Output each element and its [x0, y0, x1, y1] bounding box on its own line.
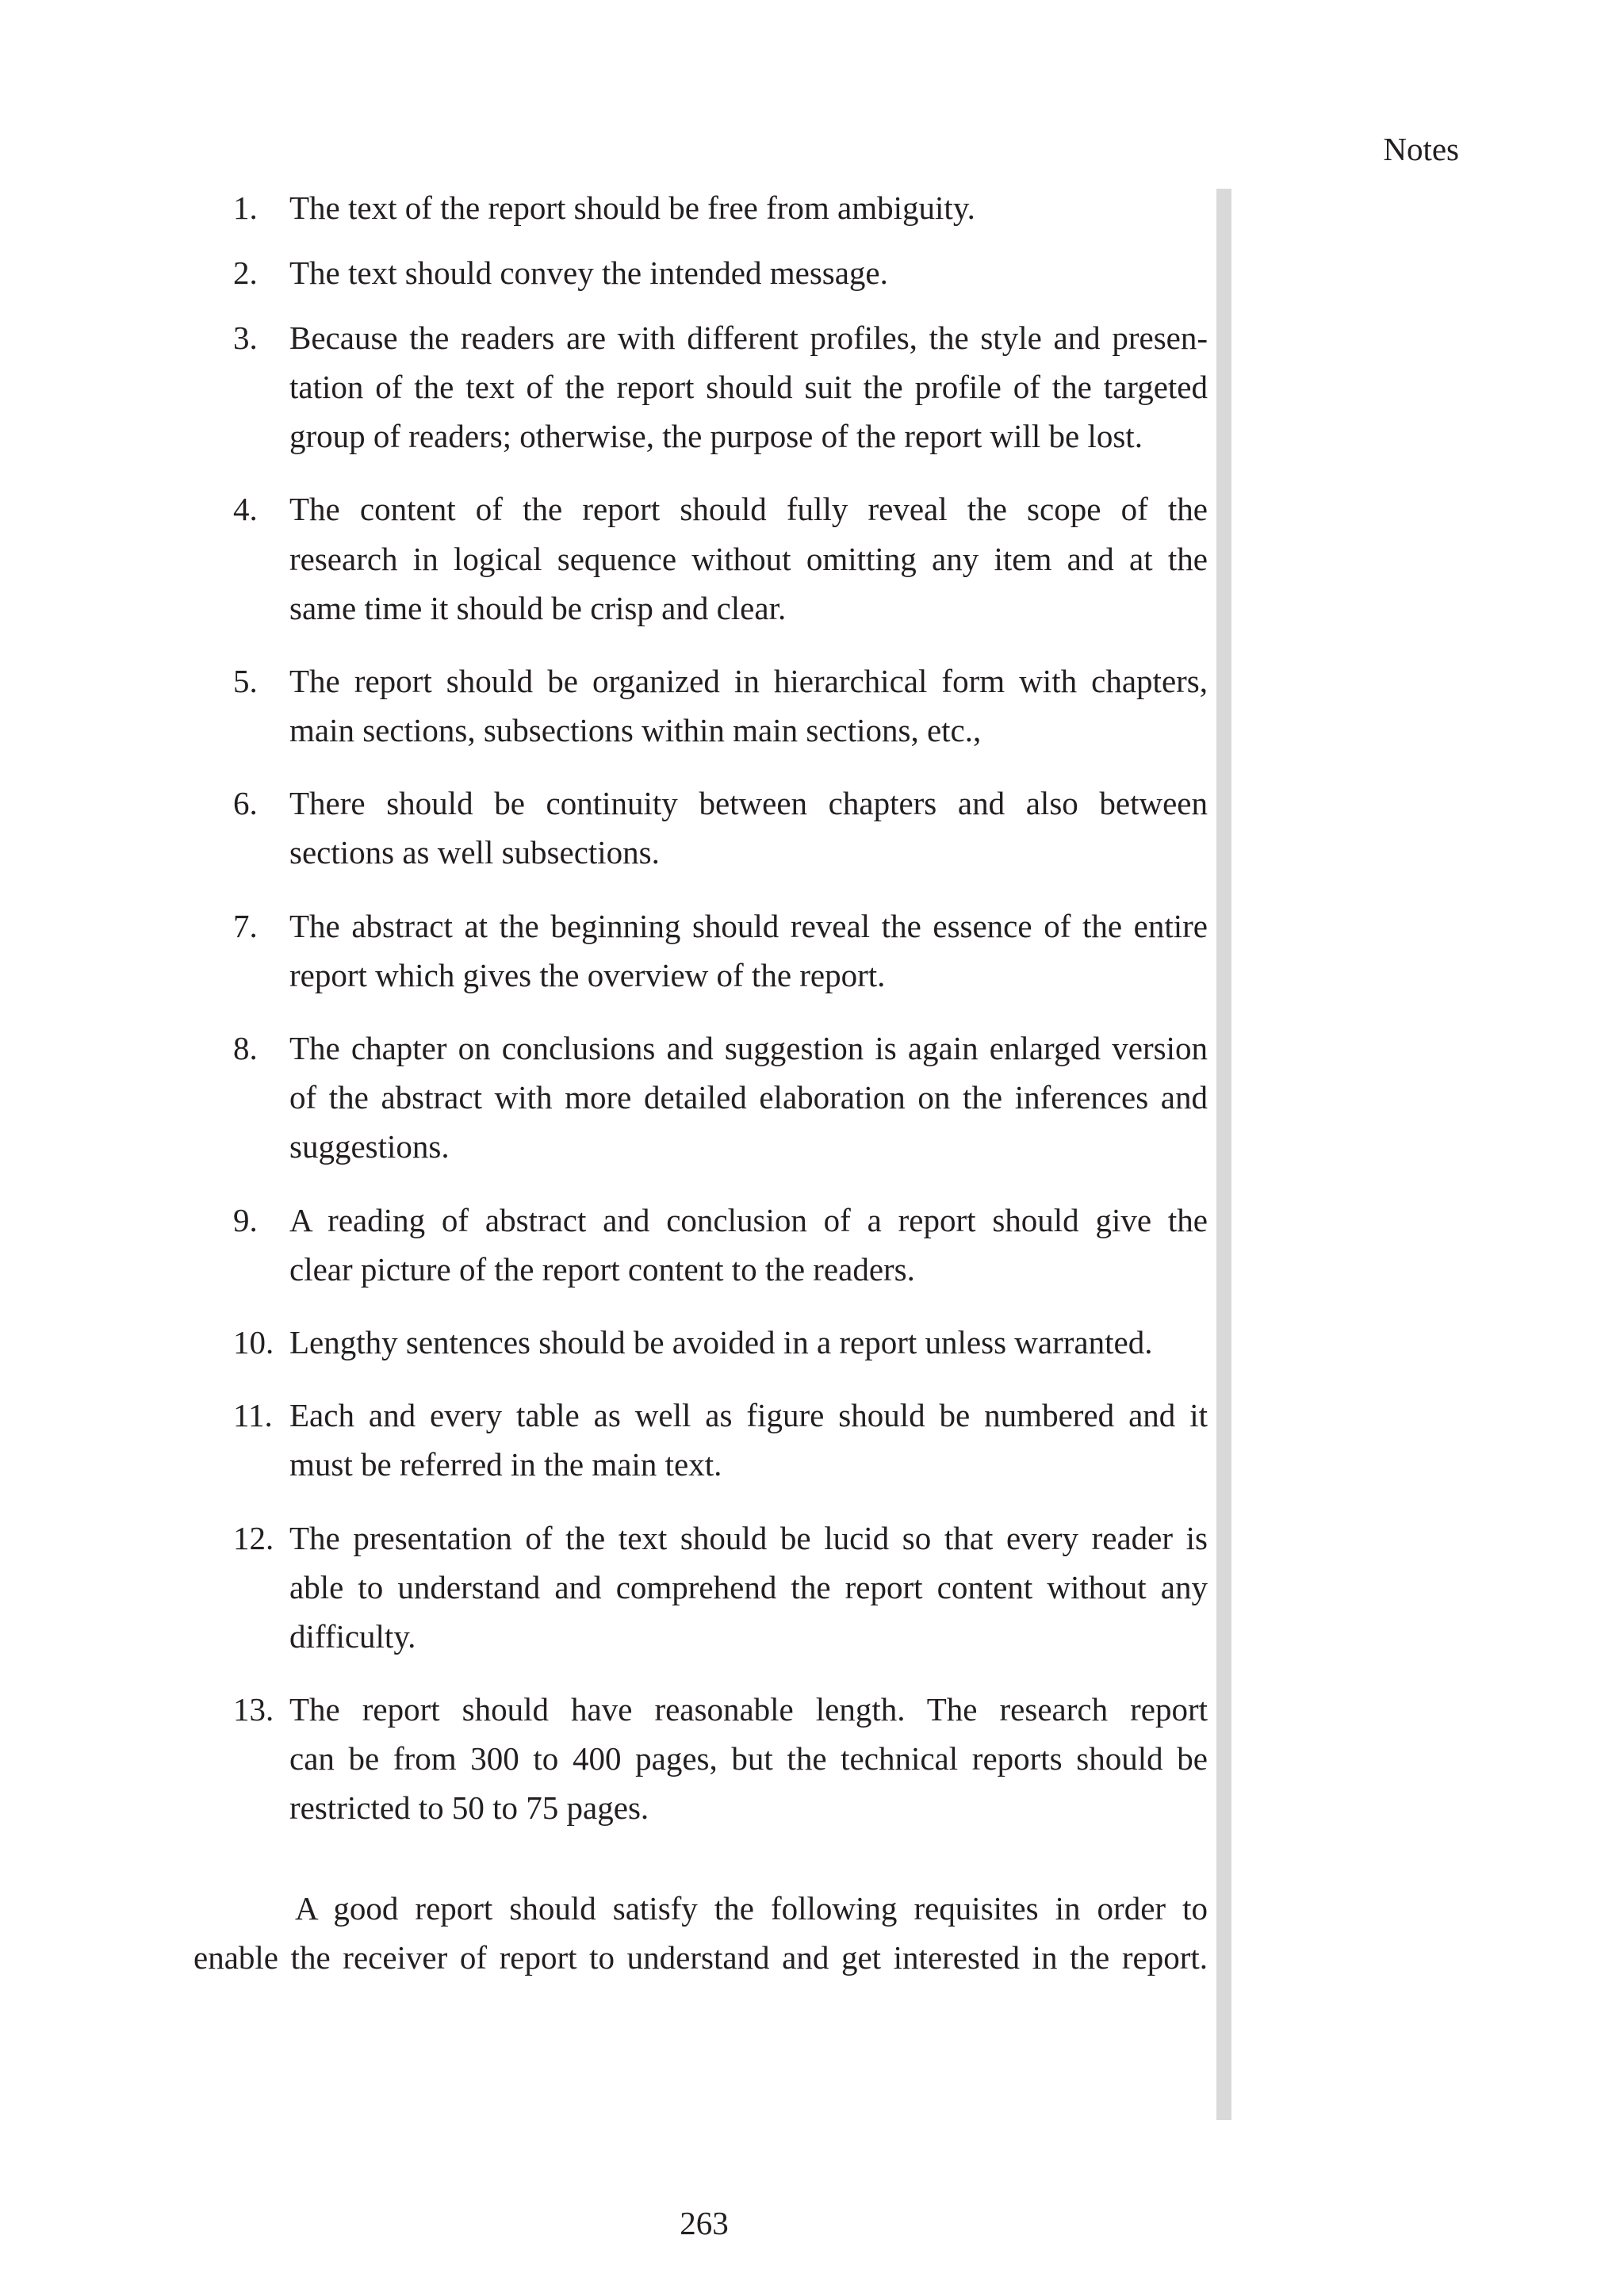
list-item-number: 9.	[233, 1201, 258, 1238]
list-item	[233, 183, 1208, 232]
list-item-number: 6.	[233, 785, 258, 822]
list-item-line: The presentation of the text should be lucid so that every reader is	[289, 1519, 1208, 1556]
list-item-line: difficulty.	[289, 1617, 416, 1655]
numbered-list	[233, 183, 1208, 1833]
list-item-number: 4.	[233, 491, 258, 528]
list-item-line: The report should have reasonable length. The research report	[289, 1691, 1208, 1728]
list-item	[233, 484, 1208, 633]
list-item	[233, 313, 1208, 461]
list-item-line: Lengthy sentences should be avoided in a report unless warranted.	[289, 1323, 1153, 1360]
list-item	[233, 248, 1208, 297]
list-item-line: The abstract at the beginning should reveal the essence of the entire	[289, 907, 1208, 944]
list-item-line: report which gives the overview of the report.	[289, 956, 886, 993]
list-item-line: suggestions.	[289, 1128, 450, 1165]
list-item	[233, 1685, 1208, 1833]
list-item	[233, 656, 1208, 755]
list-item-number: 13.	[233, 1691, 274, 1728]
list-item-line: There should be continuity between chapters and also between	[289, 785, 1208, 822]
list-item	[233, 1513, 1208, 1662]
list-item-line: must be referred in the main text.	[289, 1446, 722, 1483]
list-item-line: A reading of abstract and conclusion of a report should give the	[289, 1201, 1208, 1238]
list-item-number: 2.	[233, 254, 258, 291]
list-item-text	[289, 1685, 1208, 1833]
list-item-text	[289, 484, 1208, 633]
list-item-line: The report should be organized in hierarchical form with chapters,	[289, 662, 1208, 699]
body-paragraph	[193, 1884, 1208, 1982]
list-item-text	[289, 313, 1208, 461]
list-item-line: Because the readers are with different profiles, the style and presen-	[289, 319, 1208, 356]
margin-bar	[1216, 189, 1231, 2120]
list-item	[233, 1024, 1208, 1172]
list-item-line: research in logical sequence without omitting any item and at the	[289, 540, 1208, 577]
list-item-line: restricted to 50 to 75 pages.	[289, 1789, 649, 1827]
list-item	[233, 901, 1208, 1000]
list-item-line: The text should convey the intended message.	[289, 254, 888, 291]
paragraph-line: enable the receiver of report to understand and get interested in the report.	[193, 1939, 1208, 1976]
paragraph-line: A good report should satisfy the following requisites in order to	[295, 1890, 1208, 1927]
list-item-line: able to understand and comprehend the report content without any	[289, 1568, 1208, 1605]
list-item-text	[289, 1196, 1208, 1294]
list-item	[233, 1196, 1208, 1294]
list-item-line: Each and every table as well as figure should be numbered and it	[289, 1397, 1208, 1434]
list-item-line: The content of the report should fully reveal the scope of the	[289, 491, 1208, 528]
list-item-line: tation of the text of the report should suit the profile of the targeted	[289, 368, 1208, 405]
list-item-text	[289, 1024, 1208, 1172]
list-item	[233, 1391, 1208, 1489]
list-item-text	[289, 656, 1208, 755]
list-item-text	[289, 779, 1208, 877]
list-item-text	[289, 1318, 1208, 1367]
list-item-line: of the abstract with more detailed elaboration on the inferences and	[289, 1079, 1208, 1116]
list-item-number: 1.	[233, 189, 258, 226]
list-item-number: 10.	[233, 1323, 274, 1360]
page-number: 263	[680, 2205, 729, 2241]
list-item	[233, 779, 1208, 877]
list-item-line: same time it should be crisp and clear.	[289, 589, 787, 626]
list-item	[233, 1318, 1208, 1367]
list-item-text	[289, 183, 1208, 232]
list-item-number: 12.	[233, 1519, 274, 1556]
list-item-number: 5.	[233, 662, 258, 699]
list-item-text	[289, 901, 1208, 1000]
list-item-line: The chapter on conclusions and suggestion is again enlarged version	[289, 1030, 1208, 1066]
list-item-number: 7.	[233, 907, 258, 944]
list-item-number: 3.	[233, 319, 258, 356]
list-item-number: 8.	[233, 1030, 258, 1066]
list-item-line: group of readers; otherwise, the purpose of the report will be lost.	[289, 418, 1143, 455]
list-item-line: can be from 300 to 400 pages, but the technical reports should be	[289, 1740, 1208, 1777]
notes-label: Notes	[1383, 131, 1459, 167]
list-item-line: The text of the report should be free from ambiguity.	[289, 189, 975, 226]
list-item-text	[289, 1391, 1208, 1489]
list-item-text	[289, 1513, 1208, 1662]
list-item-line: clear picture of the report content to the readers.	[289, 1250, 915, 1288]
list-item-number: 11.	[233, 1397, 273, 1434]
list-item-line: sections as well subsections.	[289, 834, 660, 871]
list-item-line: main sections, subsections within main sections, etc.,	[289, 712, 982, 749]
list-item-text	[289, 248, 1208, 297]
